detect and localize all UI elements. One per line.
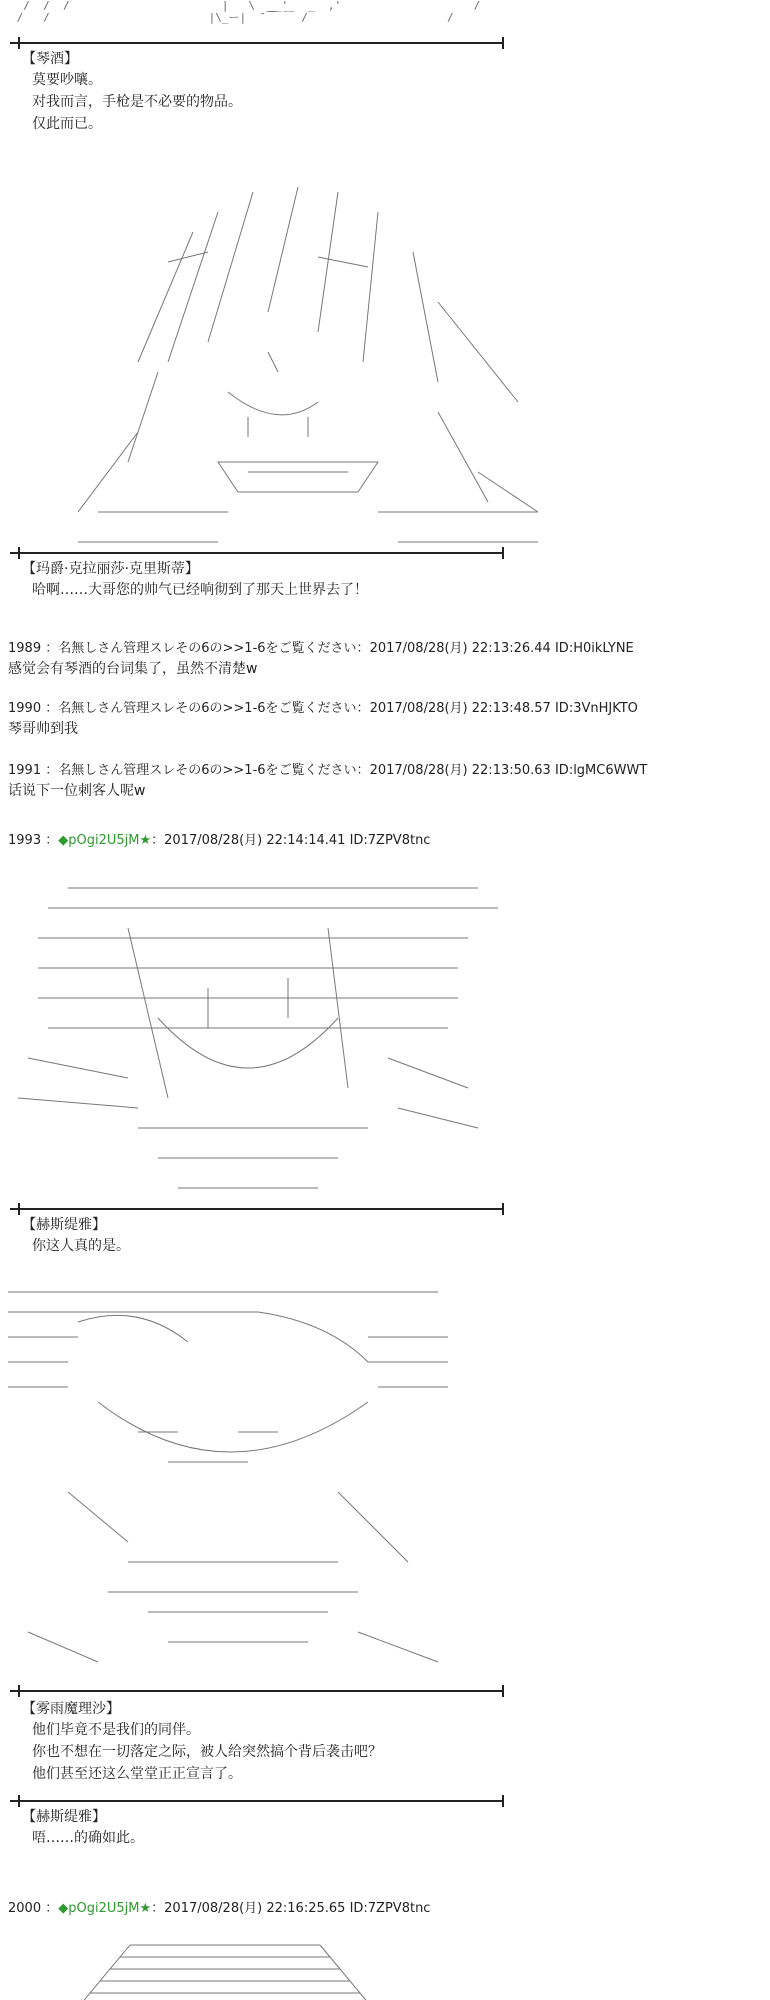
ascii-art-sketch xyxy=(8,1282,458,1670)
dialogue-line: 他们甚至还这么堂堂正正宣言了。 xyxy=(32,1766,242,1782)
post-header: 1993 ：◆pOgi2U5jM★：2017/08/28(月) 22:14:14.41 ID:7ZPV8tnc xyxy=(8,833,431,848)
ascii-art-sketch xyxy=(8,868,508,1206)
post-date: 2017/08/28(月) 22:16:25.65 xyxy=(164,1901,346,1916)
ascii-art-sketch xyxy=(18,172,558,550)
ascii-art-portrait xyxy=(18,160,558,550)
speaker-label: 【玛爵·克拉丽莎·克里斯蒂】 xyxy=(22,561,199,577)
post-body: 话说下一位刺客人呢w xyxy=(8,783,146,799)
post-name: 名無しさん管理スレその6の>>1-6をご覧ください xyxy=(58,641,357,656)
dialogue-line: 你这人真的是。 xyxy=(32,1238,130,1254)
speaker-label: 【赫斯缇雅】 xyxy=(22,1217,106,1233)
speaker-label: 【琴酒】 xyxy=(22,51,78,67)
post-number: 1990 xyxy=(8,701,42,716)
post-date: 2017/08/28(月) 22:13:26.44 xyxy=(369,641,551,656)
post-number: 2000 xyxy=(8,1901,42,1916)
dialogue-line: 哈啊……大哥您的帅气已经响彻到了那天上世界去了！ xyxy=(32,582,368,598)
dialogue-line: 你也不想在一切落定之际，被人给突然搞个背后袭击吧？ xyxy=(32,1744,382,1760)
dialogue-line: 仅此而已。 xyxy=(32,116,102,132)
post-id: ID:7ZPV8tnc xyxy=(349,833,431,848)
post-id: ID:3VnHJKTO xyxy=(554,701,638,716)
speaker-label: 【雾雨魔理沙】 xyxy=(22,1701,120,1717)
divider xyxy=(10,1208,502,1210)
divider xyxy=(10,42,502,44)
post-number: 1993 xyxy=(8,833,42,848)
ascii-art-portrait xyxy=(8,856,508,1206)
dialogue-line: 他们毕竟不是我们的同伴。 xyxy=(32,1722,200,1738)
ascii-art-portrait xyxy=(8,1270,458,1670)
post-header: 2000 ：◆pOgi2U5jM★：2017/08/28(月) 22:16:25.65 ID:7ZPV8tnc xyxy=(8,1901,431,1916)
dialogue-line: 对我而言，手枪是不必要的物品。 xyxy=(32,94,242,110)
post-body: 感觉会有琴酒的台词集了，虽然不清楚w xyxy=(8,661,258,677)
divider xyxy=(10,552,502,554)
speaker-label: 【赫斯缇雅】 xyxy=(22,1809,106,1825)
post-header: 1991 ：名無しさん管理スレその6の>>1-6をご覧ください：2017/08/28(月) 22:13:50.63 ID:lgMC6WWT xyxy=(8,763,648,778)
dialogue-line: 莫要吵嚷。 xyxy=(32,72,102,88)
ascii-art-sketch xyxy=(60,1937,380,2000)
post-number: 1991 xyxy=(8,763,42,778)
post-name: 名無しさん管理スレその6の>>1-6をご覧ください xyxy=(58,763,357,778)
divider xyxy=(10,1690,502,1692)
post-number: 1989 xyxy=(8,641,42,656)
divider xyxy=(10,1800,502,1802)
post-id: ID:lgMC6WWT xyxy=(554,763,648,778)
post-name: 名無しさん管理スレその6の>>1-6をご覧ください xyxy=(58,701,357,716)
post-header: 1989 ：名無しさん管理スレその6の>>1-6をご覧ください：2017/08/28(月) 22:13:26.44 ID:H0ikLYNE xyxy=(8,641,634,656)
post-body: 琴哥帅到我 xyxy=(8,721,78,737)
post-trip: ◆pOgi2U5jM★ xyxy=(58,833,152,848)
post-date: 2017/08/28(月) 22:14:14.41 xyxy=(164,833,346,848)
post-id: ID:H0ikLYNE xyxy=(554,641,634,656)
ascii-art-portrait xyxy=(60,1925,380,2000)
post-date: 2017/08/28(月) 22:13:48.57 xyxy=(369,701,551,716)
ascii-art-top: / / / | \ __' _ ,' / / / |\_ー| ̄ ￣ ￣ / / xyxy=(16,0,481,24)
post-id: ID:7ZPV8tnc xyxy=(349,1901,431,1916)
post-date: 2017/08/28(月) 22:13:50.63 xyxy=(369,763,551,778)
post-header: 1990 ：名無しさん管理スレその6の>>1-6をご覧ください：2017/08/28(月) 22:13:48.57 ID:3VnHJKTO xyxy=(8,701,638,716)
post-trip: ◆pOgi2U5jM★ xyxy=(58,1901,152,1916)
dialogue-line: 唔……的确如此。 xyxy=(32,1830,144,1846)
